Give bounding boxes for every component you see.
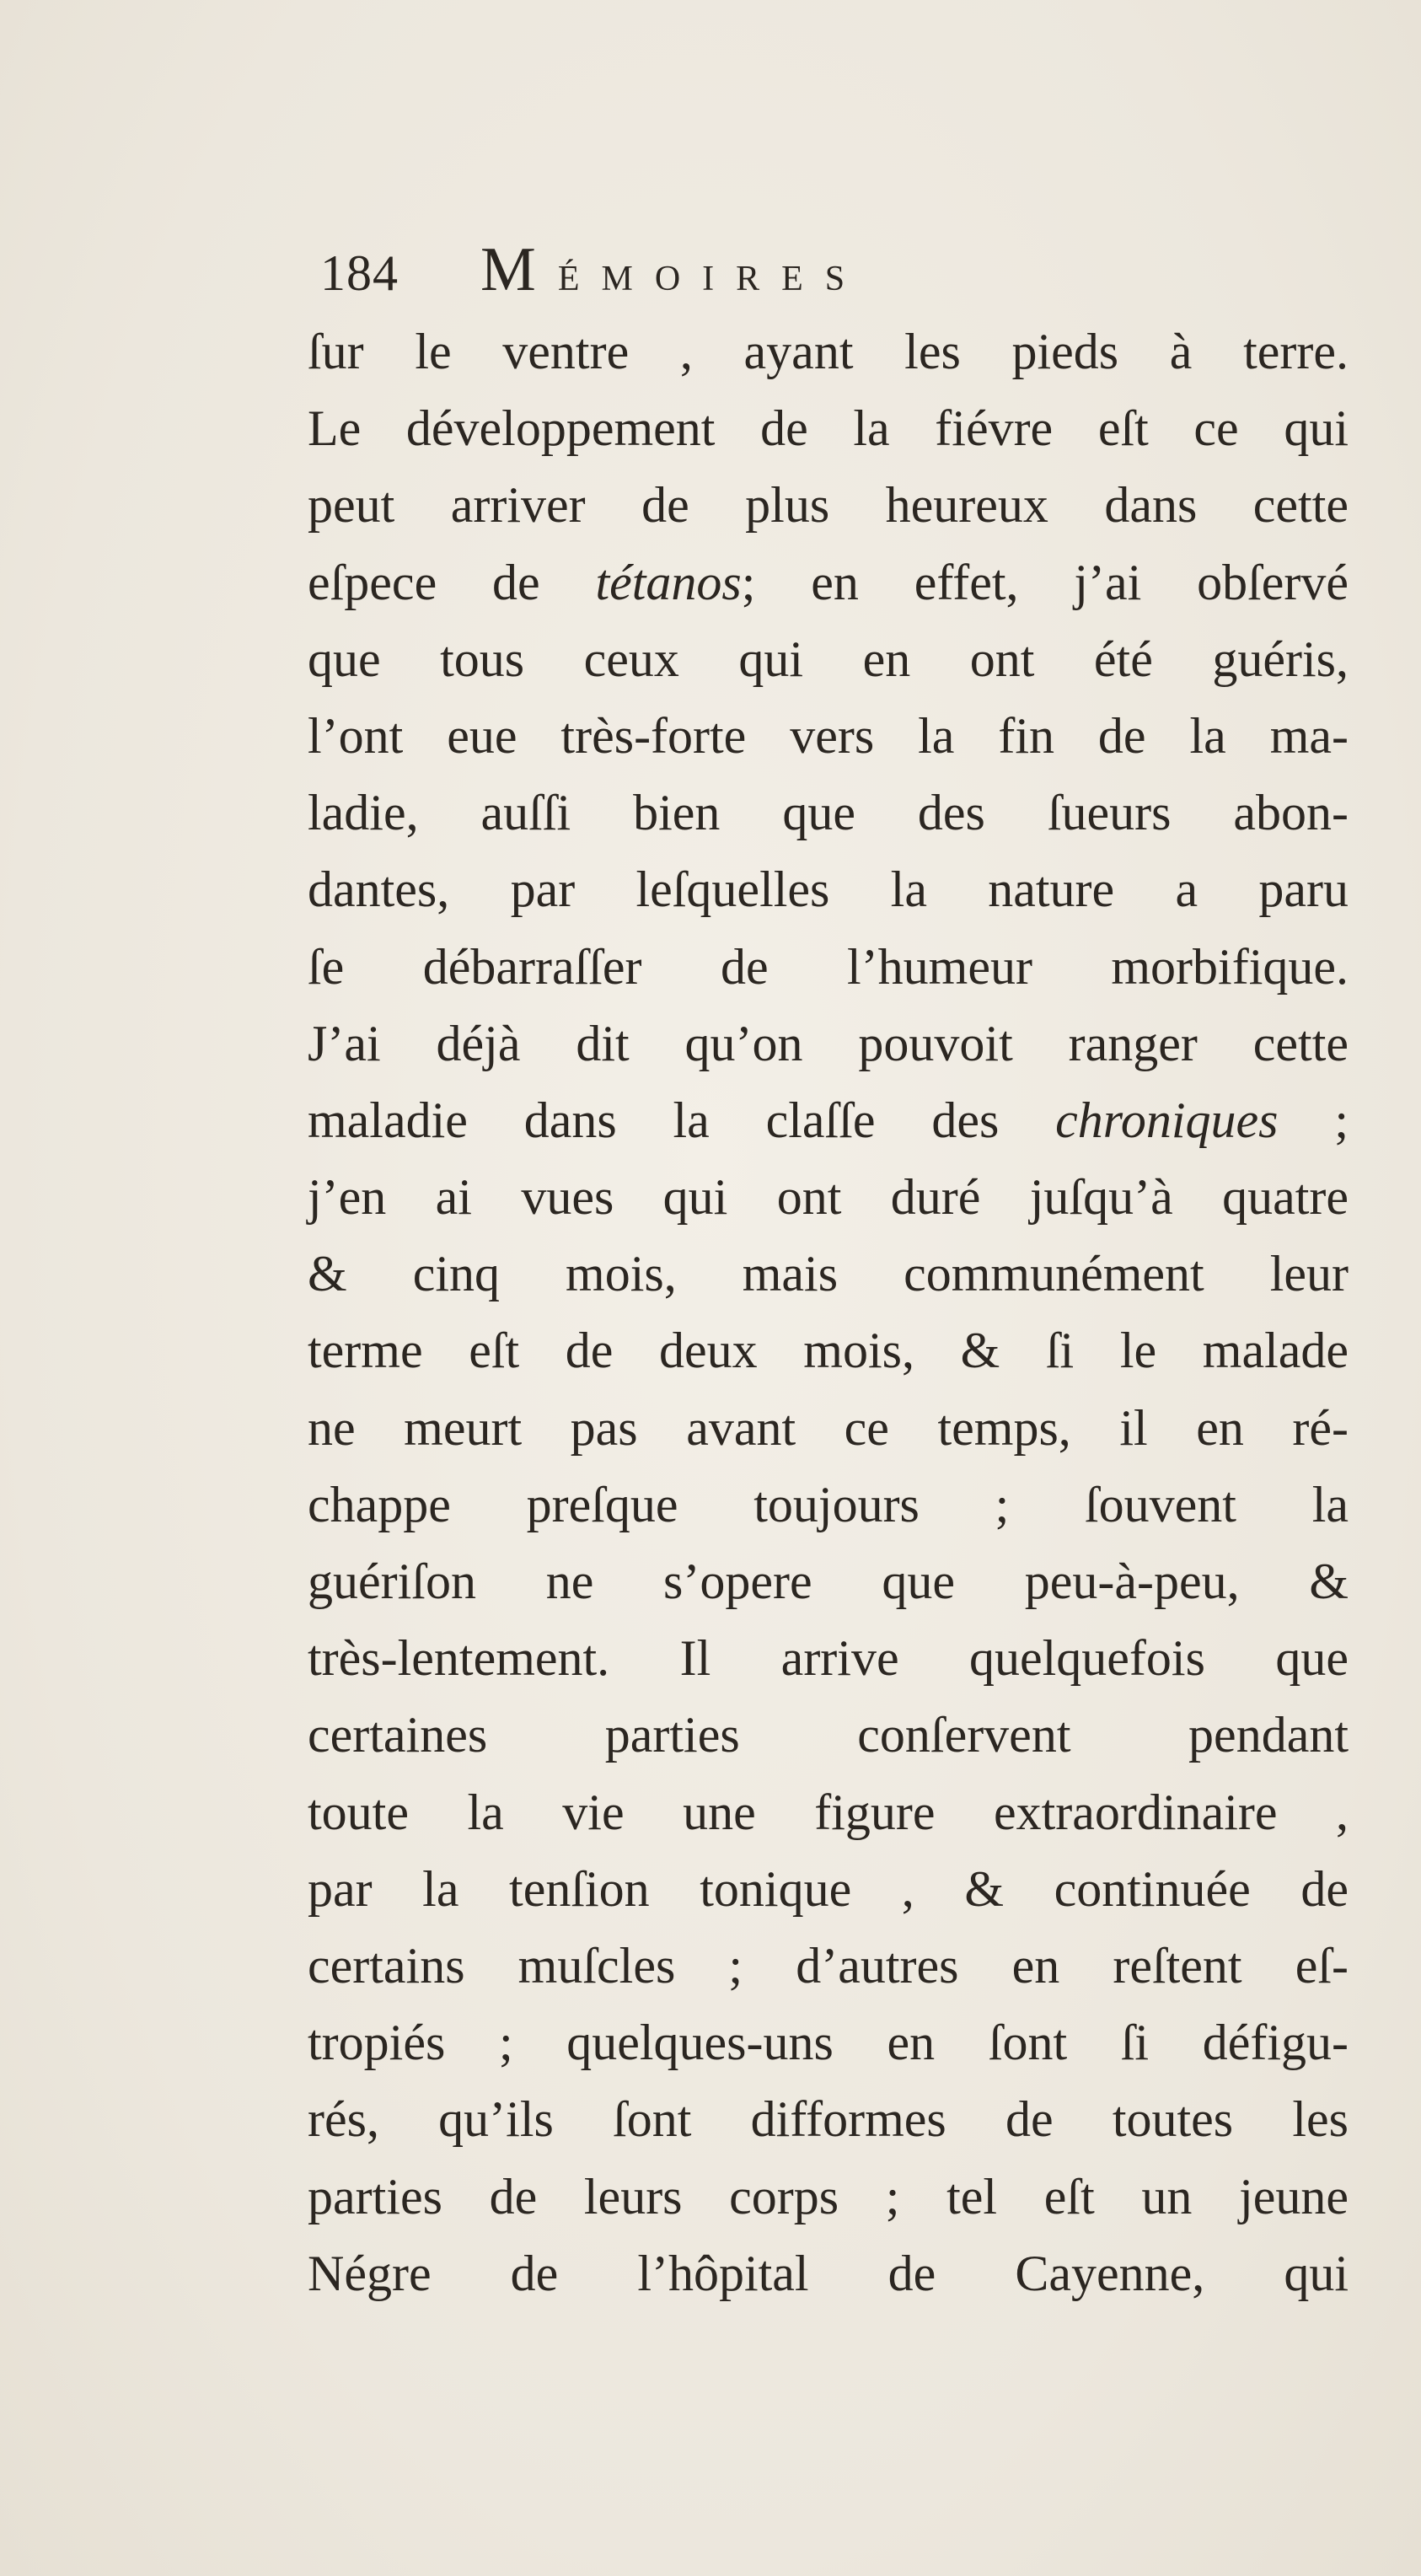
line-text: eſpece de <box>308 554 596 610</box>
line-text: j’en ai vues qui ont duré juſqu’à quatre <box>308 1169 1349 1226</box>
line-text: chappe preſque toujours ; ſouvent la <box>308 1476 1349 1532</box>
text-line <box>308 698 1349 775</box>
text-line <box>308 1620 1349 1697</box>
line-text: certains muſcles ; d’autres en reſtent eſ- <box>308 1937 1349 1994</box>
line-text: ſe débarraſſer de l’humeur morbifique. <box>308 938 1349 995</box>
text-line <box>308 851 1349 928</box>
page-header <box>320 234 866 319</box>
text-line <box>308 1082 1349 1159</box>
text-line <box>308 621 1349 698</box>
text-line <box>308 2159 1349 2235</box>
text-line <box>308 2081 1349 2158</box>
page-number: 184 <box>320 245 399 301</box>
text-line <box>308 775 1349 851</box>
line-text: l’ont eue très-forte vers la fin de la ma- <box>308 707 1349 764</box>
text-line <box>308 2004 1349 2081</box>
line-text: parties de leurs corps ; tel eſt un jeune <box>308 2168 1349 2224</box>
body-text <box>308 314 1349 2312</box>
line-text-continued: ; en effet, j’ai obſervé <box>741 554 1349 610</box>
text-line <box>308 2235 1349 2312</box>
text-line <box>308 1159 1349 1236</box>
text-line <box>308 1390 1349 1467</box>
text-line <box>308 1543 1349 1620</box>
line-text: dantes, par leſquelles la nature a paru <box>308 861 1349 918</box>
line-text: ne meurt pas avant ce temps, il en ré- <box>308 1399 1349 1456</box>
italic-term: tétanos <box>595 554 742 610</box>
text-line <box>308 545 1349 621</box>
text-line <box>308 467 1349 544</box>
text-line <box>308 1312 1349 1389</box>
line-text: par la tenſion tonique , & continuée de <box>308 1860 1349 1917</box>
line-text: guériſon ne s’opere que peu-à-peu, & <box>308 1554 1349 1609</box>
line-text: ladie, auſſi bien que des ſueurs abon- <box>308 785 1349 841</box>
line-text: certaines parties conſervent pendant <box>308 1707 1349 1763</box>
text-line <box>308 1774 1349 1851</box>
line-text: toute la vie une figure extraordinaire , <box>308 1784 1349 1840</box>
text-line <box>308 314 1349 390</box>
italic-term: chroniques <box>1055 1092 1279 1148</box>
text-line <box>308 1467 1349 1543</box>
text-line <box>308 1928 1349 2004</box>
text-line <box>308 390 1349 467</box>
line-text: ſur le ventre , ayant les pieds à terre. <box>308 324 1349 379</box>
line-text: très-lentement. Il arrive quelquefois que <box>308 1630 1349 1687</box>
text-line <box>308 1851 1349 1928</box>
running-title-initial: M <box>480 235 558 304</box>
text-line <box>308 1006 1349 1082</box>
line-text-continued: ; <box>1278 1092 1349 1148</box>
text-line <box>308 1697 1349 1774</box>
running-title <box>480 234 866 306</box>
text-line <box>308 929 1349 1006</box>
text-line <box>308 1236 1349 1312</box>
running-title-rest: émoires <box>557 245 867 301</box>
line-text: terme eſt de deux mois, & ſi le malade <box>308 1323 1349 1379</box>
line-text: peut arriver de plus heureux dans cette <box>308 477 1349 534</box>
line-text: Négre de l’hôpital de Cayenne, qui <box>308 2245 1349 2301</box>
line-text: rés, qu’ils ſont difformes de toutes les <box>308 2091 1349 2148</box>
line-text: Le développement de la fiévre eſt ce qui <box>308 400 1349 457</box>
line-text: maladie dans la claſſe des <box>308 1092 1056 1148</box>
line-text: J’ai déjà dit qu’on pouvoit ranger cette <box>308 1015 1349 1071</box>
line-text: & cinq mois, mais communément leur <box>308 1246 1349 1302</box>
line-text: tropiés ; quelques-uns en ſont ſi défigu- <box>308 2015 1349 2071</box>
line-text: que tous ceux qui en ont été guéris, <box>308 631 1349 687</box>
